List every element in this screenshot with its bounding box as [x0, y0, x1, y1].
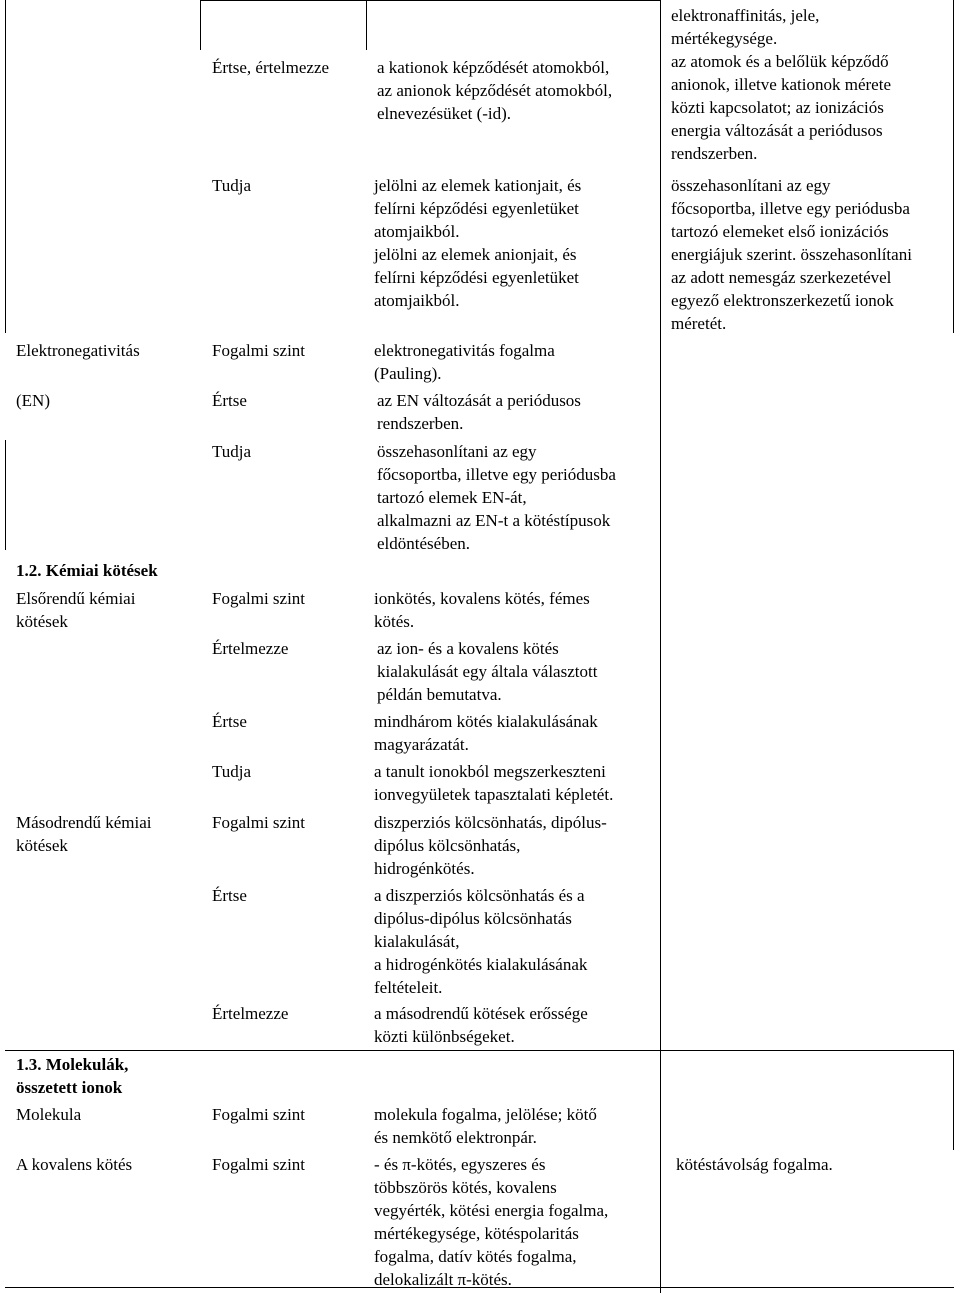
advanced-text: az atomok és a belőlük képződő anionok, illetve kationok mérete közti kapcsolatot; az ionizációs energia változását a periódusos rendszerben. — [671, 52, 891, 163]
rule — [5, 0, 6, 333]
advanced-text: összehasonlítani az egy főcsoportba, illetve egy periódusba tartozó elemeket első ionizációs energiájuk szerint. összehasonlítani az adott nemesgáz szerkezetével egyező elektronszerkezetű ionok méretét. — [671, 176, 912, 333]
requirement-text: összehasonlítani az egy főcsoportba, illetve egy periódusba tartozó elemek EN-át, alkalmazni az EN-t a kötéstípusok eldöntésében. — [377, 442, 616, 553]
requirement-text: az EN változását a periódusos rendszerben. — [377, 391, 581, 433]
rule — [5, 440, 6, 550]
level-label: Értse, értelmezze — [212, 58, 330, 77]
rule — [660, 0, 661, 1293]
advanced-text: elektronaffinitás, jele, mértékegysége. — [671, 6, 820, 48]
level-label: Fogalmi szint — [212, 1105, 306, 1124]
level-label: Értelmezze — [212, 1004, 289, 1023]
level-label: Fogalmi szint — [212, 813, 306, 832]
requirement-text: mindhárom kötés kialakulásának magyarázatát. — [374, 712, 598, 754]
level-label: Fogalmi szint — [212, 1155, 306, 1174]
advanced-text: kötéstávolság fogalma. — [676, 1155, 833, 1174]
requirement-text: a másodrendű kötések erőssége közti különbségeket. — [374, 1004, 588, 1046]
rule — [366, 0, 367, 50]
level-label: Értse — [212, 391, 247, 410]
rule — [953, 1050, 954, 1150]
level-label: Tudja — [212, 176, 252, 195]
rule — [5, 1050, 954, 1051]
level-label: Fogalmi szint — [212, 341, 306, 360]
level-label: Értse — [212, 712, 247, 731]
requirement-text: diszperziós kölcsönhatás, dipólus- dipólus kölcsönhatás, hidrogénkötés. — [374, 813, 607, 878]
requirement-text: elektronegativitás fogalma (Pauling). — [374, 341, 555, 383]
rule — [200, 0, 201, 50]
topic-label: Elsőrendű kémiai kötések — [16, 589, 136, 631]
level-label: Tudja — [212, 762, 252, 781]
topic-label: Másodrendű kémiai kötések — [16, 813, 152, 855]
level-label: Tudja — [212, 442, 252, 461]
topic-label: (EN) — [16, 391, 50, 410]
requirement-text: a tanult ionokból megszerkeszteni ionvegyületek tapasztalati képletét. — [374, 762, 614, 804]
rule — [200, 0, 660, 1]
requirement-text: jelölni az elemek kationjait, és felírni képződési egyenletüket atomjaikból. jelölni az elemek anionjait, és felírni képződési egyenletüket atomjaikból. — [374, 176, 582, 310]
requirement-text: a kationok képződését atomokból, az anionok képződését atomokból, elnevezésüket (-id). — [377, 58, 613, 123]
topic-label: Elektronegativitás — [16, 341, 140, 360]
level-label: Fogalmi szint — [212, 589, 306, 608]
topic-label: Molekula — [16, 1105, 82, 1124]
section-heading: 1.3. Molekulák, összetett ionok — [16, 1055, 129, 1097]
rule — [953, 0, 954, 333]
requirement-text: az ion- és a kovalens kötés kialakulását egy általa választott példán bemutatva. — [377, 639, 598, 704]
requirement-text: molekula fogalma, jelölése; kötő és nemkötő elektronpár. — [374, 1105, 597, 1147]
requirement-text: a diszperziós kölcsönhatás és a dipólus-dipólus kölcsönhatás kialakulását, a hidrogénkötés kialakulásának feltételeit. — [374, 886, 588, 997]
requirement-text: ionkötés, kovalens kötés, fémes kötés. — [374, 589, 590, 631]
section-heading: 1.2. Kémiai kötések — [16, 561, 158, 580]
level-label: Értelmezze — [212, 639, 289, 658]
level-label: Értse — [212, 886, 247, 905]
requirement-text: - és π-kötés, egyszeres és többszörös kötés, kovalens vegyérték, kötési energia fogalma, mértékegysége, kötéspolaritás fogalma, datív kötés fogalma, delokalizált π-kötés. — [374, 1155, 609, 1289]
topic-label: A kovalens kötés — [16, 1155, 133, 1174]
